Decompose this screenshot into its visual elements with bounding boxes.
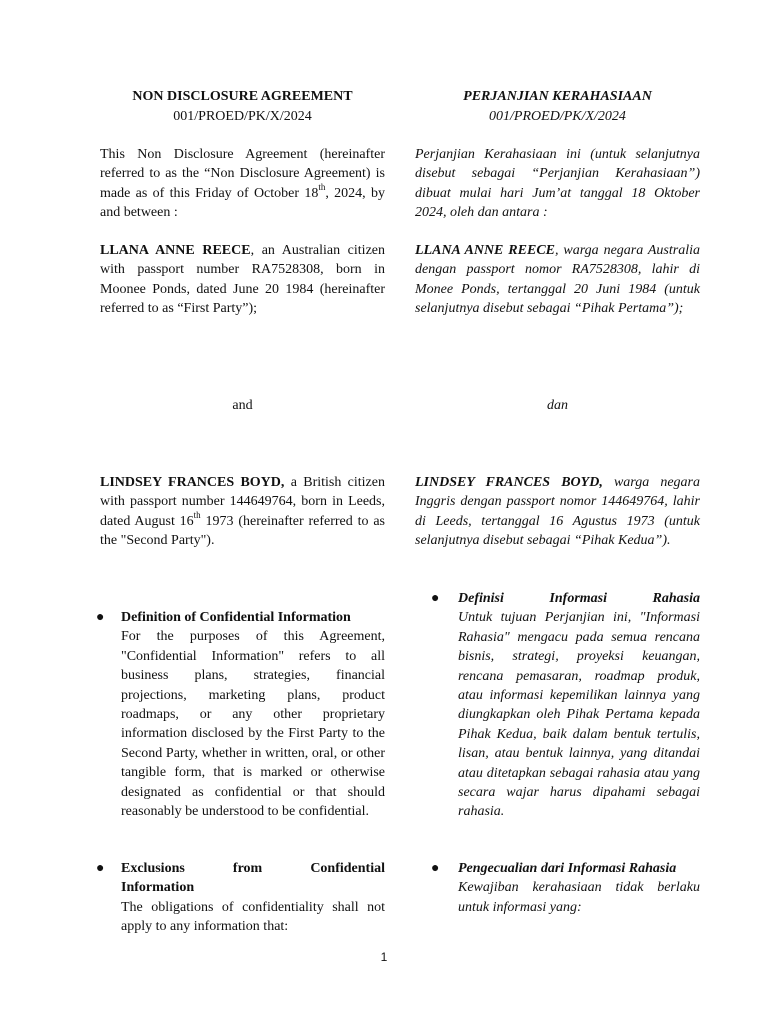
- second-party-paragraph-en: [100, 473, 385, 551]
- intro-text-en: This Non Disclosure Agreement (hereinafter referred to as the “Non Disclosure Agreement) is made as of this Friday of October 18: [100, 147, 385, 201]
- exclusions-text-en: The obligations of confidentiality shall not apply to any information that:: [121, 899, 385, 935]
- first-party-text-en: , an Australian citizen with passport number RA7528308, born in Moonee Ponds, dated June 20 1984 (hereinafter referred to as “First Party”);: [100, 243, 385, 317]
- exclusions-heading-en: Exclusions from Confidential: [121, 861, 385, 876]
- second-party-paragraph-id: [415, 473, 700, 551]
- exclusions-text-id: Kewajiban kerahasiaan tidak berlaku untuk informasi yang:: [458, 880, 700, 915]
- second-party-name-id: LINDSEY FRANCES BOYD,: [415, 475, 603, 490]
- intro-sup-en: th: [318, 182, 326, 193]
- intro-paragraph-id: Perjanjian Kerahasiaan ini (untuk selanjutnya disebut sebagai “Perjanjian Kerahasiaan”) dibuat mulai hari Jum’at tanggal 18 Oktober 2024, oleh dan antara :: [415, 147, 700, 221]
- first-party-text-id: , warga negara Australia dengan passport nomor RA7528308, lahir di Monee Ponds, tertanggal 20 Juni 1984 (untuk selanjutnya disebut sebagai “Pihak Pertama”);: [415, 243, 701, 317]
- second-party-sup-en: th: [193, 510, 201, 521]
- exclusions-block-en: [121, 859, 385, 937]
- definition-block-en: [121, 608, 385, 821]
- exclusions-block-id: [458, 859, 700, 917]
- first-party-paragraph-en: [100, 241, 385, 319]
- second-party-text-id: warga negara Inggris dengan passport nomor 144649764, lahir di Leeds, tertanggal 16 Agustus 1973 (untuk selanjutnya disebut sebagai “Pihak Kedua”).: [415, 475, 700, 549]
- definition-text-id: Untuk tujuan Perjanjian ini, "Informasi Rahasia" mengacu pada semua rencana bisnis, strategi, proyeksi keuangan, rencana pemasaran, roadmap produk, atau informasi kepemilikan lainnya yang diungkapkan oleh Pihak Pertama kepada Pihak Kedua, baik dalam bentuk tertulis, lisan, atau bentuk lainnya, yang ditandai atau ditetapkan sebagai rahasia atau yang secara wajar harus dipahami sebagai rahasia.: [458, 610, 700, 820]
- definition-heading-en: Definition of Confidential Information: [121, 610, 351, 625]
- definition-heading-id: Definisi Informasi Rahasia: [458, 591, 700, 606]
- definition-text-en: For the purposes of this Agreement, "Confidential Information" refers to all business plans, strategies, financial projections, marketing plans, product roadmaps, or any other proprietary information disclosed by the First Party to the Second Party, whether in written, oral, or other tangible form, that is marked or otherwise designated as confidential or that should reasonably be understood to be confidential.: [121, 629, 385, 820]
- definition-block-id: [458, 589, 700, 822]
- ref-number-id: 001/PROED/PK/X/2024: [489, 109, 626, 124]
- intro-text-en-end: , 2024, by and between :: [100, 185, 385, 221]
- second-party-name-en: LINDSEY FRANCES BOYD,: [100, 475, 285, 490]
- bullet-icon-def-en: ●: [96, 610, 105, 625]
- and-separator-en: and: [232, 398, 253, 413]
- exclusions-heading-en-line2: Information: [121, 880, 195, 896]
- first-party-name-en: LLANA ANNE REECE: [100, 243, 251, 258]
- page-number: 1: [380, 950, 388, 964]
- bullet-icon-def-id: ●: [431, 591, 440, 606]
- and-separator-id: dan: [547, 398, 568, 413]
- ref-number-en: 001/PROED/PK/X/2024: [173, 109, 312, 124]
- second-party-text-en: a British citizen with passport number 144649764, born in Leeds, dated August 16: [100, 475, 385, 529]
- second-party-text-en-end: 1973 (hereinafter referred to as the "Second Party").: [100, 513, 385, 549]
- first-party-paragraph-id: [415, 241, 700, 319]
- bullet-icon-excl-id: ●: [431, 861, 440, 876]
- title-id: PERJANJIAN KERAHASIAAN: [463, 89, 652, 104]
- exclusions-heading-id: Pengecualian dari Informasi Rahasia: [458, 861, 677, 876]
- bullet-icon-excl-en: ●: [96, 861, 105, 876]
- first-party-name-id: LLANA ANNE REECE: [415, 243, 555, 258]
- title-en: NON DISCLOSURE AGREEMENT: [132, 89, 353, 104]
- intro-paragraph-en: [100, 145, 385, 223]
